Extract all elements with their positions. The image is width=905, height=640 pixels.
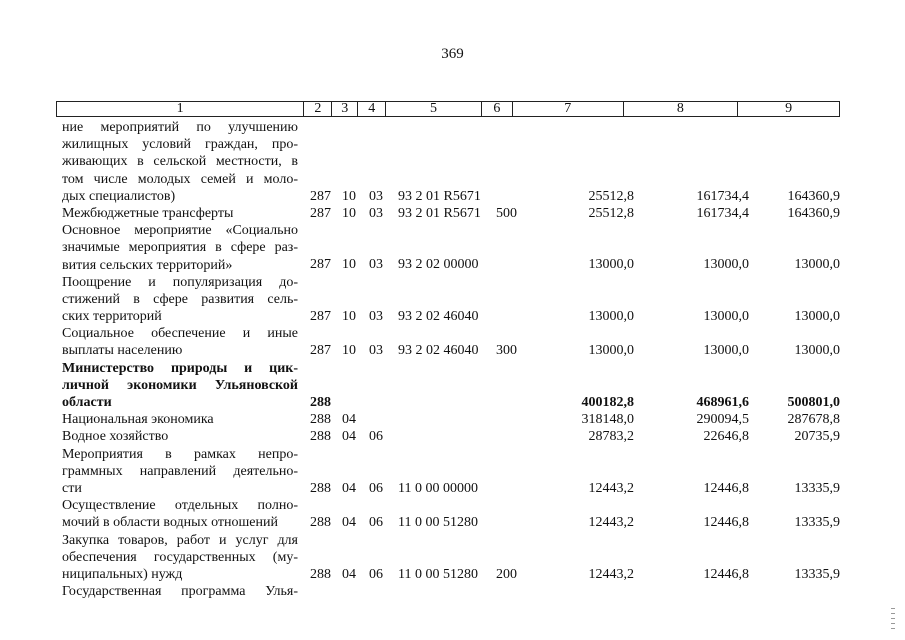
row-name-line: сти <box>62 480 82 496</box>
cell-y3: 13335,9 <box>794 480 840 496</box>
cell-y2: 13000,0 <box>703 343 749 359</box>
cell-csr: 11 0 00 51280 <box>398 515 478 531</box>
cell-y1: 13000,0 <box>588 309 634 325</box>
table-row <box>0 532 905 584</box>
header-cell: 3 <box>332 102 358 116</box>
cell-rz: 10 <box>342 343 356 359</box>
cell-y2: 13000,0 <box>703 257 749 273</box>
row-name-line: жилищных условий граждан, про- <box>62 137 298 153</box>
cell-gr: 287 <box>310 343 331 359</box>
cell-y3: 287678,8 <box>787 412 840 428</box>
row-name-line: дых специалистов) <box>62 188 176 204</box>
cell-rz: 04 <box>342 515 356 531</box>
table-row <box>0 428 905 445</box>
cell-gr: 288 <box>310 429 331 445</box>
row-name <box>62 360 298 412</box>
cell-vr: 200 <box>496 566 517 582</box>
cell-pr: 03 <box>369 188 383 204</box>
cell-pr: 06 <box>369 429 383 445</box>
table-row <box>0 497 905 531</box>
cell-gr: 287 <box>310 205 331 221</box>
cell-rz: 10 <box>342 205 356 221</box>
cell-csr: 93 2 01 R5671 <box>398 205 481 221</box>
table-row <box>0 446 905 498</box>
row-name <box>62 532 298 584</box>
cell-y2: 12446,8 <box>703 515 749 531</box>
row-name-line: области <box>62 395 112 410</box>
cell-y1: 13000,0 <box>588 257 634 273</box>
header-cell: 9 <box>785 101 793 116</box>
cell-csr: 93 2 02 00000 <box>398 257 479 273</box>
cell-gr: 287 <box>310 309 331 325</box>
cell-y3: 20735,9 <box>794 429 840 445</box>
row-name-line: обеспечения государственных (му- <box>62 549 298 565</box>
table-row <box>0 119 905 205</box>
row-name-line: личной экономики Ульяновской <box>62 377 298 393</box>
cell-pr: 03 <box>369 309 383 325</box>
row-name <box>62 325 298 359</box>
cell-csr: 93 2 02 46040 <box>398 309 479 325</box>
cell-y3: 500801,0 <box>787 394 840 410</box>
cell-y1: 400182,8 <box>581 394 634 410</box>
cell-y3: 13000,0 <box>794 257 840 273</box>
cell-y1: 25512,8 <box>588 205 634 221</box>
cell-y2: 12446,8 <box>703 480 749 496</box>
row-name-line: ние мероприятий по улучшению <box>62 120 298 135</box>
row-name-line: ских территорий <box>62 309 162 325</box>
cell-csr: 11 0 00 51280 <box>398 566 478 582</box>
cell-y2: 22646,8 <box>703 429 749 445</box>
table-row <box>0 205 905 222</box>
row-name-line: Закупка товаров, работ и услуг для <box>62 532 298 548</box>
row-name <box>62 428 298 445</box>
cell-rz: 04 <box>342 566 356 582</box>
table-row <box>0 274 905 326</box>
page-number: 369 <box>441 46 464 62</box>
table-row <box>0 222 905 274</box>
cell-pr: 06 <box>369 515 383 531</box>
cell-gr: 288 <box>310 566 331 582</box>
row-name-line: ниципальных) нужд <box>62 566 183 582</box>
cell-y1: 12443,2 <box>588 480 634 496</box>
cell-y2: 12446,8 <box>703 566 749 582</box>
row-name <box>62 446 298 498</box>
row-name-line: Основное мероприятие «Социально <box>62 223 298 239</box>
cell-pr: 03 <box>369 257 383 273</box>
header-cell: 6 <box>482 102 513 116</box>
header-cell: 5 <box>386 102 482 116</box>
table-row <box>0 411 905 428</box>
cell-y3: 13000,0 <box>794 309 840 325</box>
cell-csr: 93 2 02 46040 <box>398 343 479 359</box>
cell-y1: 13000,0 <box>588 343 634 359</box>
header-cell: 8 <box>624 102 739 116</box>
row-name-line: граммных направлений деятельно- <box>62 463 298 479</box>
row-name-line: стижений в сфере развития сель- <box>62 291 298 307</box>
table-body <box>0 119 905 600</box>
cell-csr: 11 0 00 00000 <box>398 480 478 496</box>
header-cell: 4 <box>358 102 386 116</box>
cell-gr: 287 <box>310 257 331 273</box>
scan-marks <box>885 604 897 634</box>
cell-gr: 288 <box>310 515 331 531</box>
row-name-line: Межбюджетные трансферты <box>62 205 234 221</box>
header-cell: 1 <box>57 102 304 116</box>
table-row <box>0 583 905 600</box>
cell-pr: 03 <box>369 343 383 359</box>
cell-y1: 12443,2 <box>588 566 634 582</box>
row-name-line: Мероприятия в рамках непро- <box>62 446 298 462</box>
cell-vr: 300 <box>496 343 517 359</box>
row-name-line: вития сельских территорий» <box>62 257 233 273</box>
cell-gr: 287 <box>310 188 331 204</box>
cell-y3: 164360,9 <box>787 205 840 221</box>
cell-y2: 290094,5 <box>696 412 749 428</box>
header-cell: 7 <box>513 102 624 116</box>
cell-pr: 06 <box>369 566 383 582</box>
row-name <box>62 583 298 600</box>
row-name-line: живающих в сельской местности, в <box>62 154 298 170</box>
cell-gr: 288 <box>310 412 331 428</box>
cell-y2: 468961,6 <box>696 394 749 410</box>
row-name-line: Водное хозяйство <box>62 429 169 445</box>
cell-y1: 12443,2 <box>588 515 634 531</box>
table-row <box>0 360 905 412</box>
row-name-line: Национальная экономика <box>62 412 214 428</box>
cell-vr: 500 <box>496 205 517 221</box>
cell-rz: 04 <box>342 412 356 428</box>
row-name-line: Осуществление отдельных полно- <box>62 498 298 514</box>
cell-y3: 13335,9 <box>794 566 840 582</box>
cell-y3: 13000,0 <box>794 343 840 359</box>
cell-gr: 288 <box>310 480 331 496</box>
row-name <box>62 274 298 326</box>
cell-y1: 28783,2 <box>588 429 634 445</box>
row-name <box>62 205 298 222</box>
cell-rz: 04 <box>342 429 356 445</box>
table-header <box>56 101 840 117</box>
row-name-line: выплаты населению <box>62 343 183 359</box>
table-row <box>0 325 905 359</box>
row-name <box>62 119 298 205</box>
cell-y2: 13000,0 <box>703 309 749 325</box>
row-name-line: Социальное обеспечение и иные <box>62 326 298 342</box>
row-name <box>62 497 298 531</box>
cell-y1: 25512,8 <box>588 188 634 204</box>
cell-pr: 06 <box>369 480 383 496</box>
row-name <box>62 411 298 428</box>
row-name-line: значимые мероприятия в сфере раз- <box>62 240 298 256</box>
cell-y1: 318148,0 <box>581 412 634 428</box>
cell-rz: 10 <box>342 257 356 273</box>
row-name-line: Поощрение и популяризация до- <box>62 274 298 290</box>
cell-y2: 161734,4 <box>696 188 749 204</box>
row-name-line: мочий в области водных отношений <box>62 515 278 531</box>
cell-rz: 04 <box>342 480 356 496</box>
row-name <box>62 222 298 274</box>
row-name-line: Министерство природы и цик- <box>62 360 298 376</box>
cell-y3: 13335,9 <box>794 515 840 531</box>
header-cell: 2 <box>304 102 332 116</box>
cell-gr: 288 <box>310 394 331 410</box>
cell-csr: 93 2 01 R5671 <box>398 188 481 204</box>
cell-rz: 10 <box>342 188 356 204</box>
cell-y2: 161734,4 <box>696 205 749 221</box>
cell-pr: 03 <box>369 205 383 221</box>
cell-rz: 10 <box>342 309 356 325</box>
row-name-line: том числе молодых семей и моло- <box>62 171 298 187</box>
row-name-line: Государственная программа Улья- <box>62 584 298 600</box>
cell-y3: 164360,9 <box>787 188 840 204</box>
